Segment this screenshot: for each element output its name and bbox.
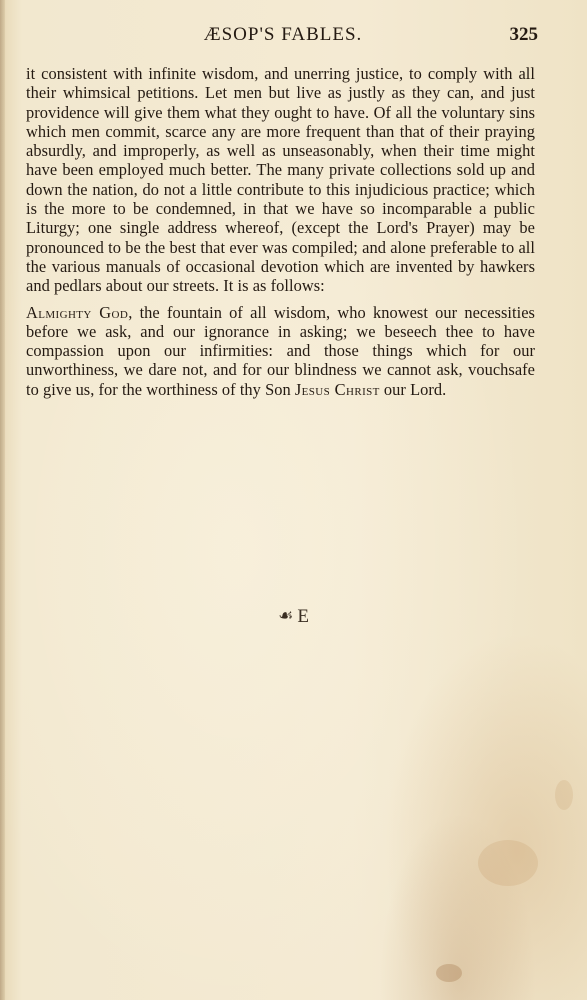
running-title: ÆSOP'S FABLES. xyxy=(203,24,363,45)
running-head xyxy=(28,24,538,52)
foxing-stain xyxy=(436,964,462,982)
colophon xyxy=(0,606,587,628)
prayer-opening: Almighty God xyxy=(26,302,129,322)
spine-shadow xyxy=(0,0,5,1000)
foxing-stain xyxy=(478,840,538,886)
foxing-stain xyxy=(555,780,573,810)
prayer-name: Jesus Christ xyxy=(294,379,380,399)
prayer-text: , the fountain of all wisdom, who knowest our necessities before we ask, and our ignorance in asking; we beseech thee to have compassion upon our infirmities: and those things which for our unworthiness, we dare not, and for our blindness we cannot ask, vouchsafe to give us, for the worthiness of thy Son xyxy=(26,302,535,399)
prayer-paragraph xyxy=(26,303,535,399)
paragraph: it consistent with infinite wisdom, and unerring justice, to comply with all their whimsical petitions. Let men but live as justly as they can, and just providence will give them what they ought to have. Of all the voluntary sins which men commit, scarce any are more frequent than that of their praying absurdly, and improperly, as well as unseasonably, when their time might have been employed much better. The many private collections sold up and down the nation, do not a little contribute to this injudicious practice; which is the more to be condemned, in that we have so incomparable a public Liturgy; one single address whereof, (except the Lord's Prayer) may be pronounced to be the best that ever was compiled; and alone preferable to all the various manuals of occasional devotion which are invented by hawkers and pedlars about our streets. It is as follows: xyxy=(26,64,535,296)
fleuron-icon: ☙ xyxy=(278,606,294,625)
prayer-ending: our Lord. xyxy=(379,379,447,399)
page-number: 325 xyxy=(509,24,538,45)
body-text xyxy=(26,64,535,399)
colophon-letter: E xyxy=(297,606,309,627)
